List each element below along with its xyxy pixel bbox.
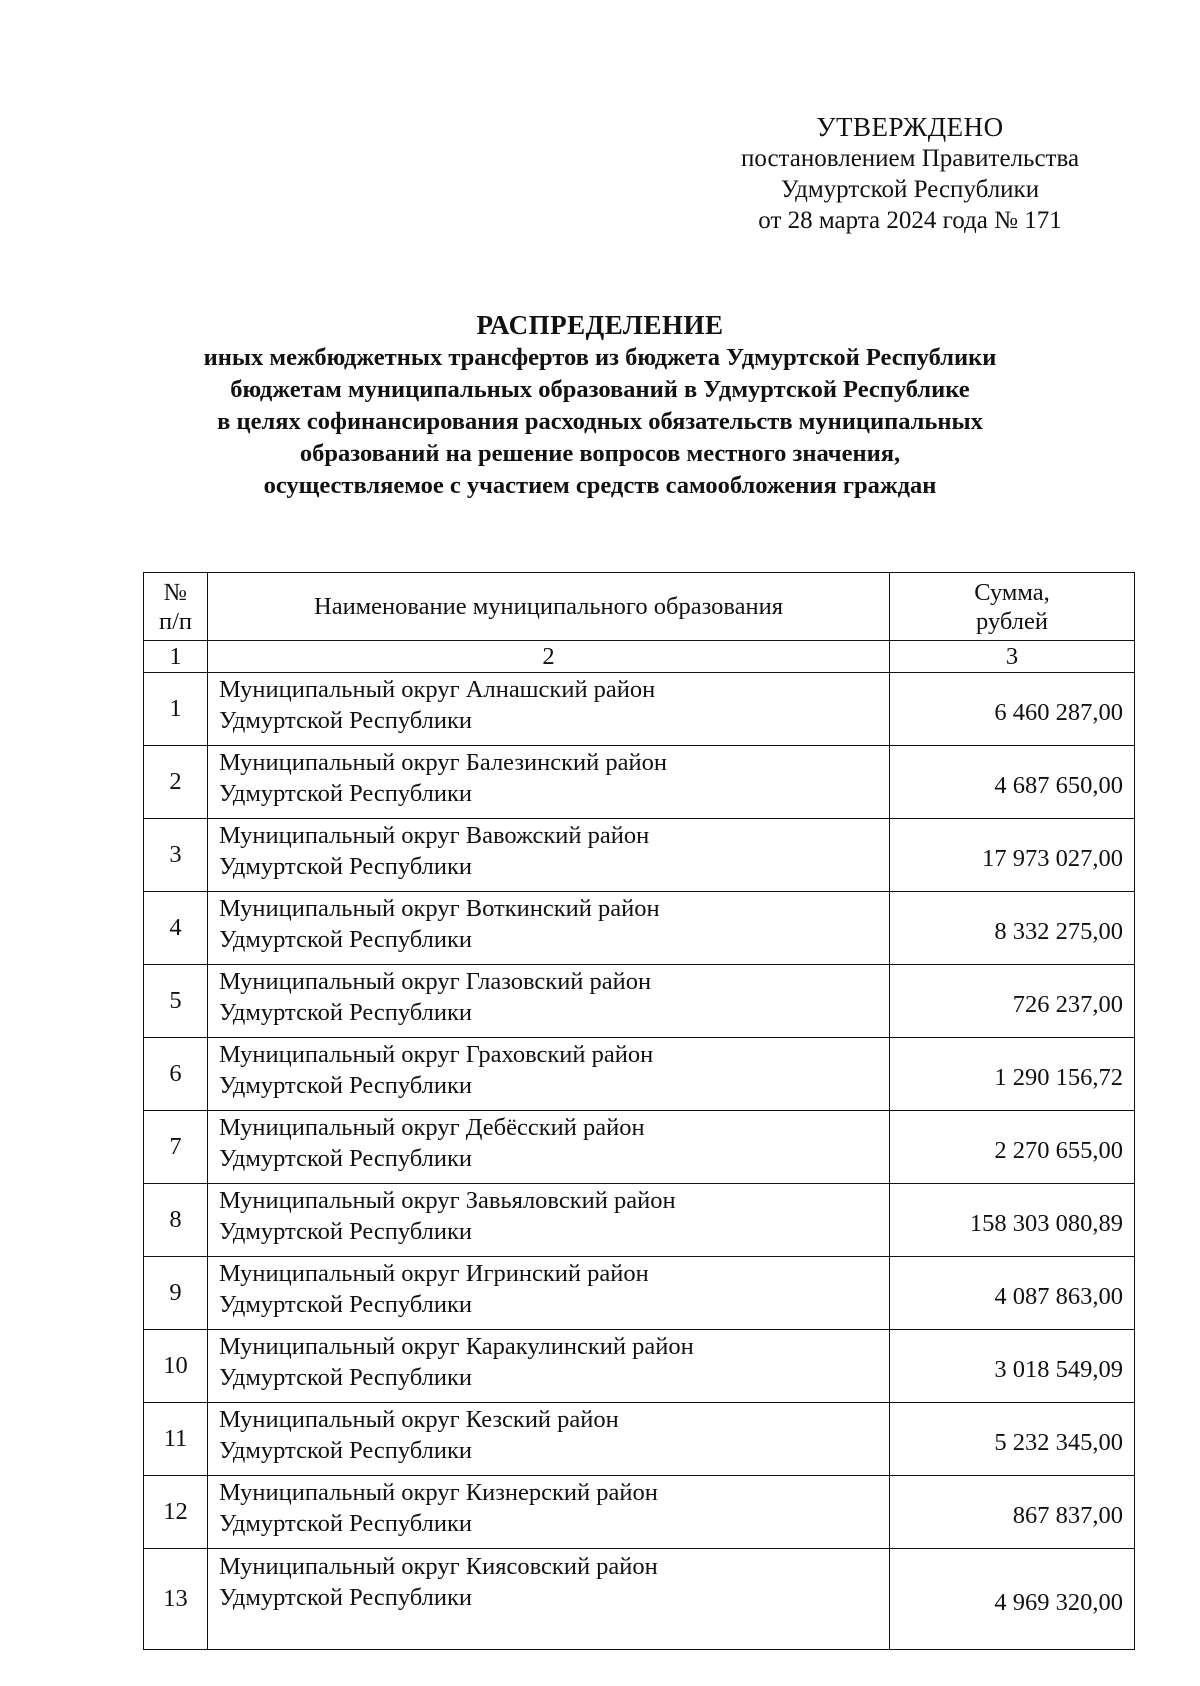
document-subtitle-line: осуществляемое с участием средств самообложения граждан: [263, 472, 937, 499]
transfer-sum: 158 303 080,89: [890, 1184, 1135, 1257]
municipality-name-line-1: Муниципальный округ Дебёсский район: [219, 1114, 645, 1141]
document-subtitle-line: в целях софинансирования расходных обязательств муниципальных: [217, 408, 983, 435]
document-subtitle-line: бюджетам муниципальных образований в Удмуртской Республике: [230, 376, 970, 403]
transfer-sum: 6 460 287,00: [890, 673, 1135, 746]
table-row: [144, 819, 1135, 892]
table-row: [144, 1330, 1135, 1403]
table-row: [144, 1549, 1135, 1650]
table-row: [144, 1038, 1135, 1111]
municipality-name-line-1: Муниципальный округ Вавожский район: [219, 822, 650, 849]
table-row: [144, 1111, 1135, 1184]
municipality-name-line-1: Муниципальный округ Каракулинский район: [219, 1333, 694, 1360]
header-number-cell: [144, 573, 208, 641]
row-number: 6: [144, 1038, 208, 1111]
column-number: 3: [890, 641, 1135, 673]
document-title: РАСПРЕДЕЛЕНИЕ: [476, 310, 724, 340]
municipality-name-line-1: Муниципальный округ Алнашский район: [219, 676, 656, 703]
row-number: 10: [144, 1330, 208, 1403]
approval-line-3: от 28 марта 2024 года № 171: [758, 207, 1062, 234]
transfer-sum: 17 973 027,00: [890, 819, 1135, 892]
transfer-sum: 3 018 549,09: [890, 1330, 1135, 1403]
municipality-name: [208, 1111, 890, 1184]
municipality-name-line-2: Удмуртской Республики: [219, 707, 472, 734]
municipality-name: [208, 1549, 890, 1650]
header-sum-unit: рублей: [976, 607, 1048, 635]
municipality-name-line-2: Удмуртской Республики: [219, 1145, 472, 1172]
municipality-name-line-2: Удмуртской Республики: [219, 780, 472, 807]
municipality-name-line-1: Муниципальный округ Глазовский район: [219, 968, 652, 995]
transfer-sum: 5 232 345,00: [890, 1403, 1135, 1476]
row-number: 11: [144, 1403, 208, 1476]
row-number: 8: [144, 1184, 208, 1257]
transfer-sum: 4 087 863,00: [890, 1257, 1135, 1330]
table-row: [144, 673, 1135, 746]
municipality-name: [208, 965, 890, 1038]
municipality-name-line-2: Удмуртской Республики: [219, 1584, 472, 1611]
municipality-name-line-1: Муниципальный округ Граховский район: [219, 1041, 654, 1068]
header-name-cell: Наименование муниципального образования: [208, 573, 890, 641]
row-number: 7: [144, 1111, 208, 1184]
municipality-name: [208, 1476, 890, 1549]
table-row: [144, 1476, 1135, 1549]
row-number: 13: [144, 1549, 208, 1650]
municipality-name: [208, 1403, 890, 1476]
approval-line-1: постановлением Правительства: [740, 145, 1080, 172]
municipality-name-line-1: Муниципальный округ Завьяловский район: [219, 1187, 676, 1214]
municipality-name-line-2: Удмуртской Республики: [219, 853, 472, 880]
row-number: 3: [144, 819, 208, 892]
column-number: 2: [208, 641, 890, 673]
municipality-name-line-2: Удмуртской Республики: [219, 1510, 472, 1537]
table-row: [144, 1257, 1135, 1330]
municipality-name-line-1: Муниципальный округ Киясовский район: [219, 1553, 658, 1580]
municipality-name: [208, 1184, 890, 1257]
transfer-sum: 726 237,00: [890, 965, 1135, 1038]
table-row: [144, 965, 1135, 1038]
municipality-name-line-2: Удмуртской Республики: [219, 1291, 472, 1318]
approval-line-2: Удмуртской Республики: [780, 176, 1040, 203]
row-number: 12: [144, 1476, 208, 1549]
municipality-name: [208, 673, 890, 746]
column-number-row: [144, 641, 1135, 673]
municipality-name-line-1: Муниципальный округ Балезинский район: [219, 749, 667, 776]
municipality-name: [208, 819, 890, 892]
document-subtitle-line: образований на решение вопросов местного значения,: [299, 440, 901, 467]
municipality-name-line-1: Муниципальный округ Игринский район: [219, 1260, 649, 1287]
row-number: 5: [144, 965, 208, 1038]
municipality-name: [208, 1257, 890, 1330]
municipality-name: [208, 1330, 890, 1403]
distribution-table: [143, 572, 1135, 1650]
municipality-name-line-2: Удмуртской Республики: [219, 999, 472, 1026]
municipality-name: [208, 746, 890, 819]
transfer-sum: 4 969 320,00: [890, 1549, 1135, 1650]
municipality-name-line-2: Удмуртской Республики: [219, 1364, 472, 1391]
transfer-sum: 867 837,00: [890, 1476, 1135, 1549]
approval-heading: УТВЕРЖДЕНО: [816, 112, 1004, 142]
document-title-block: [120, 308, 1080, 502]
municipality-name-line-2: Удмуртской Республики: [219, 1072, 472, 1099]
document-subtitle-line: иных межбюджетных трансфертов из бюджета Удмуртской Республики: [203, 344, 997, 371]
header-sum-cell: [890, 573, 1135, 641]
row-number: 1: [144, 673, 208, 746]
row-number: 2: [144, 746, 208, 819]
municipality-name-line-1: Муниципальный округ Воткинский район: [219, 895, 660, 922]
transfer-sum: 1 290 156,72: [890, 1038, 1135, 1111]
municipality-name: [208, 1038, 890, 1111]
municipality-name-line-2: Удмуртской Республики: [219, 1218, 472, 1245]
municipality-name-line-2: Удмуртской Республики: [219, 1437, 472, 1464]
table-row: [144, 1184, 1135, 1257]
transfer-sum: 4 687 650,00: [890, 746, 1135, 819]
table-row: [144, 892, 1135, 965]
row-number: 4: [144, 892, 208, 965]
transfer-sum: 2 270 655,00: [890, 1111, 1135, 1184]
table-row: [144, 1403, 1135, 1476]
municipality-name-line-2: Удмуртской Республики: [219, 926, 472, 953]
municipality-name: [208, 892, 890, 965]
table-row: [144, 746, 1135, 819]
transfer-sum: 8 332 275,00: [890, 892, 1135, 965]
header-sum-label: Сумма,: [974, 578, 1050, 606]
table-header-row: [144, 573, 1135, 641]
column-number: 1: [144, 641, 208, 673]
row-number: 9: [144, 1257, 208, 1330]
header-number-abbrev: п/п: [158, 607, 193, 635]
approval-stamp-block: [700, 112, 1120, 236]
municipality-name-line-1: Муниципальный округ Кизнерский район: [219, 1479, 658, 1506]
municipality-name-line-1: Муниципальный округ Кезский район: [219, 1406, 619, 1433]
header-number-sign: №: [163, 578, 188, 606]
